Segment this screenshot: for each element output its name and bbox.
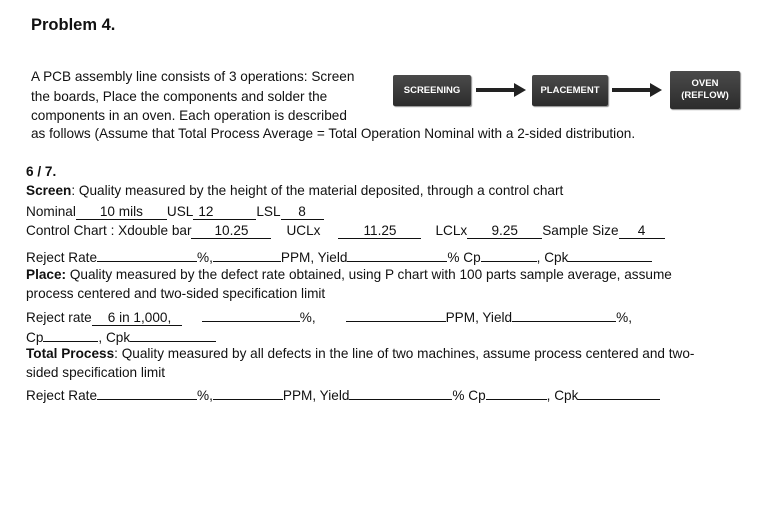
- place-reject-line: [26, 307, 632, 326]
- place-desc-1: Quality measured by the defect rate obtained, using P chart with 100 parts sample average, assume: [66, 267, 672, 282]
- usl-label: USL: [166, 204, 194, 219]
- place-description-2: process centered and two-sided specification limit: [26, 286, 326, 301]
- place-percent-label: %,: [299, 310, 316, 325]
- total-reject-label: Reject Rate: [26, 388, 98, 403]
- place-label: Place:: [26, 267, 67, 282]
- lsl-label: LSL: [256, 204, 281, 219]
- placement-box: [532, 75, 608, 106]
- total-cpk-field[interactable]: [578, 385, 660, 400]
- ucl-label: UCLx: [286, 223, 321, 238]
- usl-value: 12: [193, 204, 256, 220]
- place-description-1: [26, 267, 672, 282]
- place-yield-field[interactable]: [512, 307, 616, 322]
- lsl-value: 8: [281, 204, 324, 220]
- total-yield-field[interactable]: [349, 385, 452, 400]
- total-cpk-label: , Cpk: [546, 388, 579, 403]
- arrow-right-icon: [612, 81, 662, 99]
- total-percent-cp-label: % Cp: [452, 388, 486, 403]
- nominal-label: Nominal: [26, 204, 76, 219]
- ppm-yield-label: PPM, Yield: [280, 250, 348, 265]
- place-percent-end: %,: [616, 310, 632, 325]
- total-description-2: sided specification limit: [26, 365, 166, 380]
- reflow-label: (REFLOW): [681, 90, 729, 101]
- reject-rate-field[interactable]: [97, 247, 197, 262]
- cpk-field[interactable]: [568, 247, 652, 262]
- lcl-value: 9.25: [467, 223, 542, 239]
- percent-label: %,: [197, 250, 213, 265]
- oven-box: [670, 71, 740, 109]
- place-reject-percent-field[interactable]: [202, 307, 300, 322]
- sample-size-value: 4: [619, 223, 665, 239]
- control-chart-line: [26, 223, 665, 239]
- total-ppm-yield-label: PPM, Yield: [282, 388, 350, 403]
- place-reject-value: 6 in 1,000,: [92, 310, 182, 326]
- intro-line-3: components in an oven. Each operation is described: [31, 108, 347, 123]
- intro-line-1: A PCB assembly line consists of 3 operations: Screen: [31, 69, 355, 84]
- nominal-value: 10 mils: [76, 204, 167, 220]
- total-label: Total Process: [26, 346, 115, 361]
- yield-field[interactable]: [347, 247, 447, 262]
- place-cp-label: Cp: [26, 330, 44, 345]
- place-ppm-field[interactable]: [346, 307, 446, 322]
- ucl-value: 11.25: [338, 223, 421, 239]
- place-cpk-label: , Cpk: [98, 330, 131, 345]
- total-percent-label: %,: [197, 388, 213, 403]
- arrow-right-icon: [476, 81, 526, 99]
- cpk-label: , Cpk: [536, 250, 569, 265]
- reject-rate-label: Reject Rate: [26, 250, 98, 265]
- place-cpk-field[interactable]: [130, 327, 216, 342]
- screen-description: [26, 183, 563, 198]
- total-description-1: [26, 346, 694, 361]
- screening-label: SCREENING: [403, 84, 461, 96]
- place-cp-line: [26, 327, 216, 345]
- intro-line-4: as follows (Assume that Total Process Average = Total Operation Nominal with a 2-sided distribution.: [31, 126, 636, 141]
- total-ppm-field[interactable]: [213, 385, 283, 400]
- lcl-label: LCLx: [435, 223, 468, 238]
- total-reject-field[interactable]: [97, 385, 197, 400]
- cp-field[interactable]: [481, 247, 537, 262]
- section-label: 6 / 7.: [26, 164, 57, 179]
- screen-reject-line: [26, 247, 652, 265]
- total-reject-line: [26, 385, 660, 403]
- placement-label: PLACEMENT: [540, 84, 600, 96]
- control-chart-value: 10.25: [191, 223, 271, 239]
- sample-size-label: Sample Size: [542, 223, 619, 238]
- total-desc-1: : Quality measured by all defects in the line of two machines, assume process centered and two-: [114, 346, 695, 361]
- intro-line-2: the boards, Place the components and solder the: [31, 89, 328, 104]
- control-chart-label: Control Chart : Xdouble bar: [26, 223, 192, 238]
- place-ppm-yield-label: PPM, Yield: [445, 310, 513, 325]
- screen-desc: : Quality measured by the height of the material deposited, through a control chart: [71, 183, 564, 198]
- place-reject-label: Reject rate: [26, 310, 92, 325]
- percent-cp-label: % Cp: [447, 250, 481, 265]
- oven-label: OVEN: [691, 78, 719, 89]
- problem-title: Problem 4.: [31, 16, 116, 34]
- place-cp-field[interactable]: [43, 327, 98, 342]
- ppm-field[interactable]: [213, 247, 281, 262]
- screen-spec-line: [26, 204, 324, 220]
- screening-box: [393, 75, 471, 106]
- screen-label: Screen: [26, 183, 72, 198]
- total-cp-field[interactable]: [486, 385, 547, 400]
